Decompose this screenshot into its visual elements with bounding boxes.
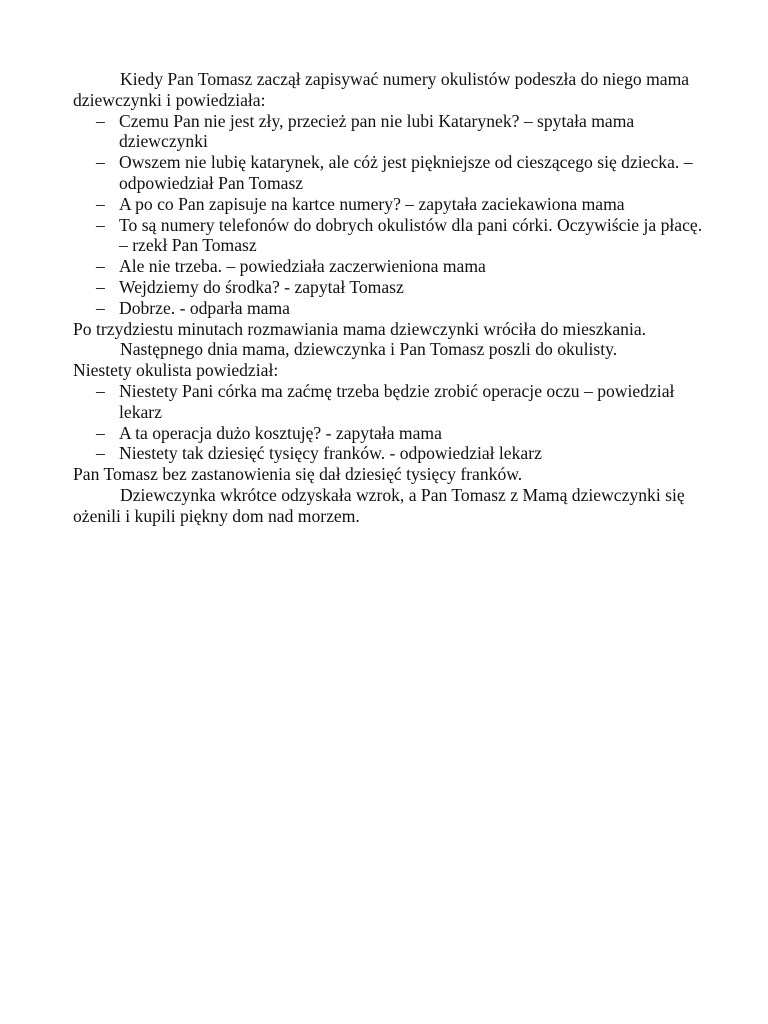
dialogue-text: Niestety Pani córka ma zaćmę trzeba będzie zrobić operacje oczu – powiedział lekarz bbox=[119, 380, 675, 422]
dialogue-line bbox=[73, 381, 703, 423]
dialogue-text: To są numery telefonów do dobrych okulistów dla pani córki. Oczywiście ja płacę. – rzekł Pan Tomasz bbox=[119, 214, 703, 256]
dialogue-line bbox=[73, 277, 703, 298]
dash-marker: – bbox=[96, 110, 105, 131]
dialogue-list-2 bbox=[73, 381, 703, 464]
paragraph-ending: Dziewczynka wkrótce odzyskała wzrok, a Pan Tomasz z Mamą dziewczynki się ożenili i kupili piękny dom nad morzem. bbox=[73, 484, 685, 526]
dialogue-text: Wejdziemy do środka? - zapytał Tomasz bbox=[119, 276, 404, 297]
dialogue-text: A ta operacja dużo kosztuję? - zapytała mama bbox=[119, 422, 442, 443]
dash-marker: – bbox=[96, 443, 105, 464]
dialogue-text: A po co Pan zapisuje na kartce numery? – zapytała zaciekawiona mama bbox=[119, 193, 625, 214]
dash-marker: – bbox=[96, 193, 105, 214]
dialogue-line bbox=[73, 152, 703, 194]
dialogue-line bbox=[73, 215, 703, 257]
dash-marker: – bbox=[96, 214, 105, 235]
document-page bbox=[73, 69, 703, 527]
dash-marker: – bbox=[96, 276, 105, 297]
paragraph-intro: Kiedy Pan Tomasz zaczął zapisywać numery okulistów podeszła do niego mama dziewczynki i powiedziała: bbox=[73, 69, 690, 110]
dash-marker: – bbox=[96, 380, 105, 401]
paragraph-doctor-said: Niestety okulista powiedział: bbox=[73, 360, 279, 381]
dash-marker: – bbox=[96, 152, 105, 173]
dialogue-text: Niestety tak dziesięć tysięcy franków. - odpowiedział lekarz bbox=[119, 443, 542, 464]
dialogue-line bbox=[73, 111, 703, 153]
dash-marker: – bbox=[96, 256, 105, 277]
paragraph-payment: Pan Tomasz bez zastanowienia się dał dziesięć tysięcy franków. bbox=[73, 464, 523, 485]
dialogue-list-1 bbox=[73, 111, 703, 319]
dialogue-line bbox=[73, 298, 703, 319]
dialogue-text: Ale nie trzeba. – powiedziała zaczerwieniona mama bbox=[119, 256, 486, 277]
paragraph-next-day: Następnego dnia mama, dziewczynka i Pan Tomasz poszli do okulisty. bbox=[120, 339, 618, 360]
dialogue-text: Owszem nie lubię katarynek, ale cóż jest piękniejsze od cieszącego się dziecka. – odpowiedział Pan Tomasz bbox=[119, 152, 693, 193]
dialogue-line bbox=[73, 443, 703, 464]
dialogue-line bbox=[73, 194, 703, 215]
dialogue-text: Czemu Pan nie jest zły, przecież pan nie lubi Katarynek? – spytała mama dziewczynki bbox=[119, 110, 635, 152]
dash-marker: – bbox=[96, 422, 105, 443]
dialogue-line bbox=[73, 423, 703, 444]
dialogue-text: Dobrze. - odparła mama bbox=[119, 297, 290, 318]
dash-marker: – bbox=[96, 297, 105, 318]
paragraph-after-conversation: Po trzydziestu minutach rozmawiania mama dziewczynki wróciła do mieszkania. bbox=[73, 318, 647, 339]
dialogue-line bbox=[73, 256, 703, 277]
